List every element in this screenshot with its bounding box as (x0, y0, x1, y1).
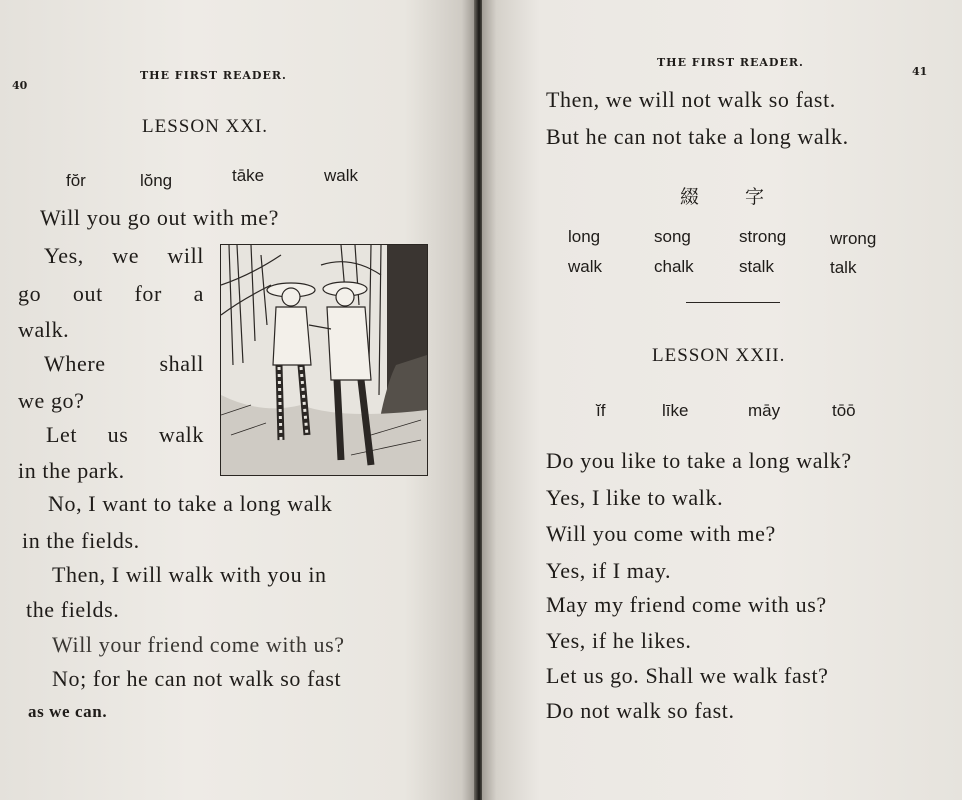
vocab-word: tōō (832, 401, 856, 420)
spelling-heading: 綴 字 (680, 186, 785, 208)
text-line: Yes, if he likes. (546, 628, 692, 653)
vocab-word: līke (662, 401, 689, 420)
text-line: Will your friend come with us? (52, 632, 345, 657)
text-line: go out for a (18, 281, 204, 306)
text-line: Do you like to take a long walk? (546, 448, 852, 473)
text-line: Yes, if I may. (546, 558, 672, 583)
lesson-title-xxii: LESSON XXII. (652, 345, 786, 366)
spelling-word: song (654, 227, 691, 246)
text-line: in the fields. (22, 528, 140, 553)
text-line: Yes, I like to walk. (546, 485, 724, 510)
spelling-word: long (568, 227, 601, 246)
text-line: Then, we will not walk so fast. (546, 87, 836, 112)
text-line: Yes, we will (44, 243, 204, 268)
vocab-word: māy (748, 401, 781, 420)
text-line: we go? (18, 388, 85, 413)
left-page (0, 0, 476, 800)
lesson-title-xxi: LESSON XXI. (142, 116, 269, 137)
running-head-left: THE FIRST READER. (140, 69, 287, 82)
text-line: Do not walk so fast. (546, 698, 735, 723)
text-line: Then, I will walk with you in (52, 562, 327, 587)
spelling-word: walk (568, 257, 603, 276)
vocab-word: tāke (232, 166, 265, 185)
text-line: Will you go out with me? (40, 205, 279, 230)
text-line: in the park. (18, 458, 125, 483)
right-page (482, 0, 962, 800)
spelling-word: stalk (739, 257, 774, 276)
text-line: No, I want to take a long walk (48, 491, 333, 516)
text-line: the fields. (26, 597, 120, 622)
two-boys-walking-illustration (220, 244, 428, 476)
vocab-word: ĭf (596, 401, 606, 420)
text-line: Where shall (44, 351, 204, 376)
vocab-word: walk (324, 166, 359, 185)
page-number-right: 41 (912, 65, 928, 78)
text-line: Will you come with me? (546, 521, 776, 546)
text-line: as we can. (28, 702, 108, 721)
text-line: Let us go. Shall we walk fast? (546, 663, 829, 688)
vocab-word: lŏng (140, 171, 173, 190)
spelling-word: talk (830, 258, 857, 277)
text-line: May my friend come with us? (546, 592, 827, 617)
section-divider (686, 302, 780, 303)
running-head-right: THE FIRST READER. (657, 56, 804, 69)
text-line: But he can not take a long walk. (546, 124, 849, 149)
spelling-word: strong (739, 227, 787, 246)
text-line: No; for he can not walk so fast (52, 666, 342, 691)
vocab-word: fŏr (66, 171, 86, 190)
spelling-word: wrong (830, 229, 877, 248)
text-line: Let us walk (46, 422, 204, 447)
text-line: walk. (18, 317, 70, 342)
spelling-word: chalk (654, 257, 694, 276)
page-number-left: 40 (12, 79, 28, 92)
